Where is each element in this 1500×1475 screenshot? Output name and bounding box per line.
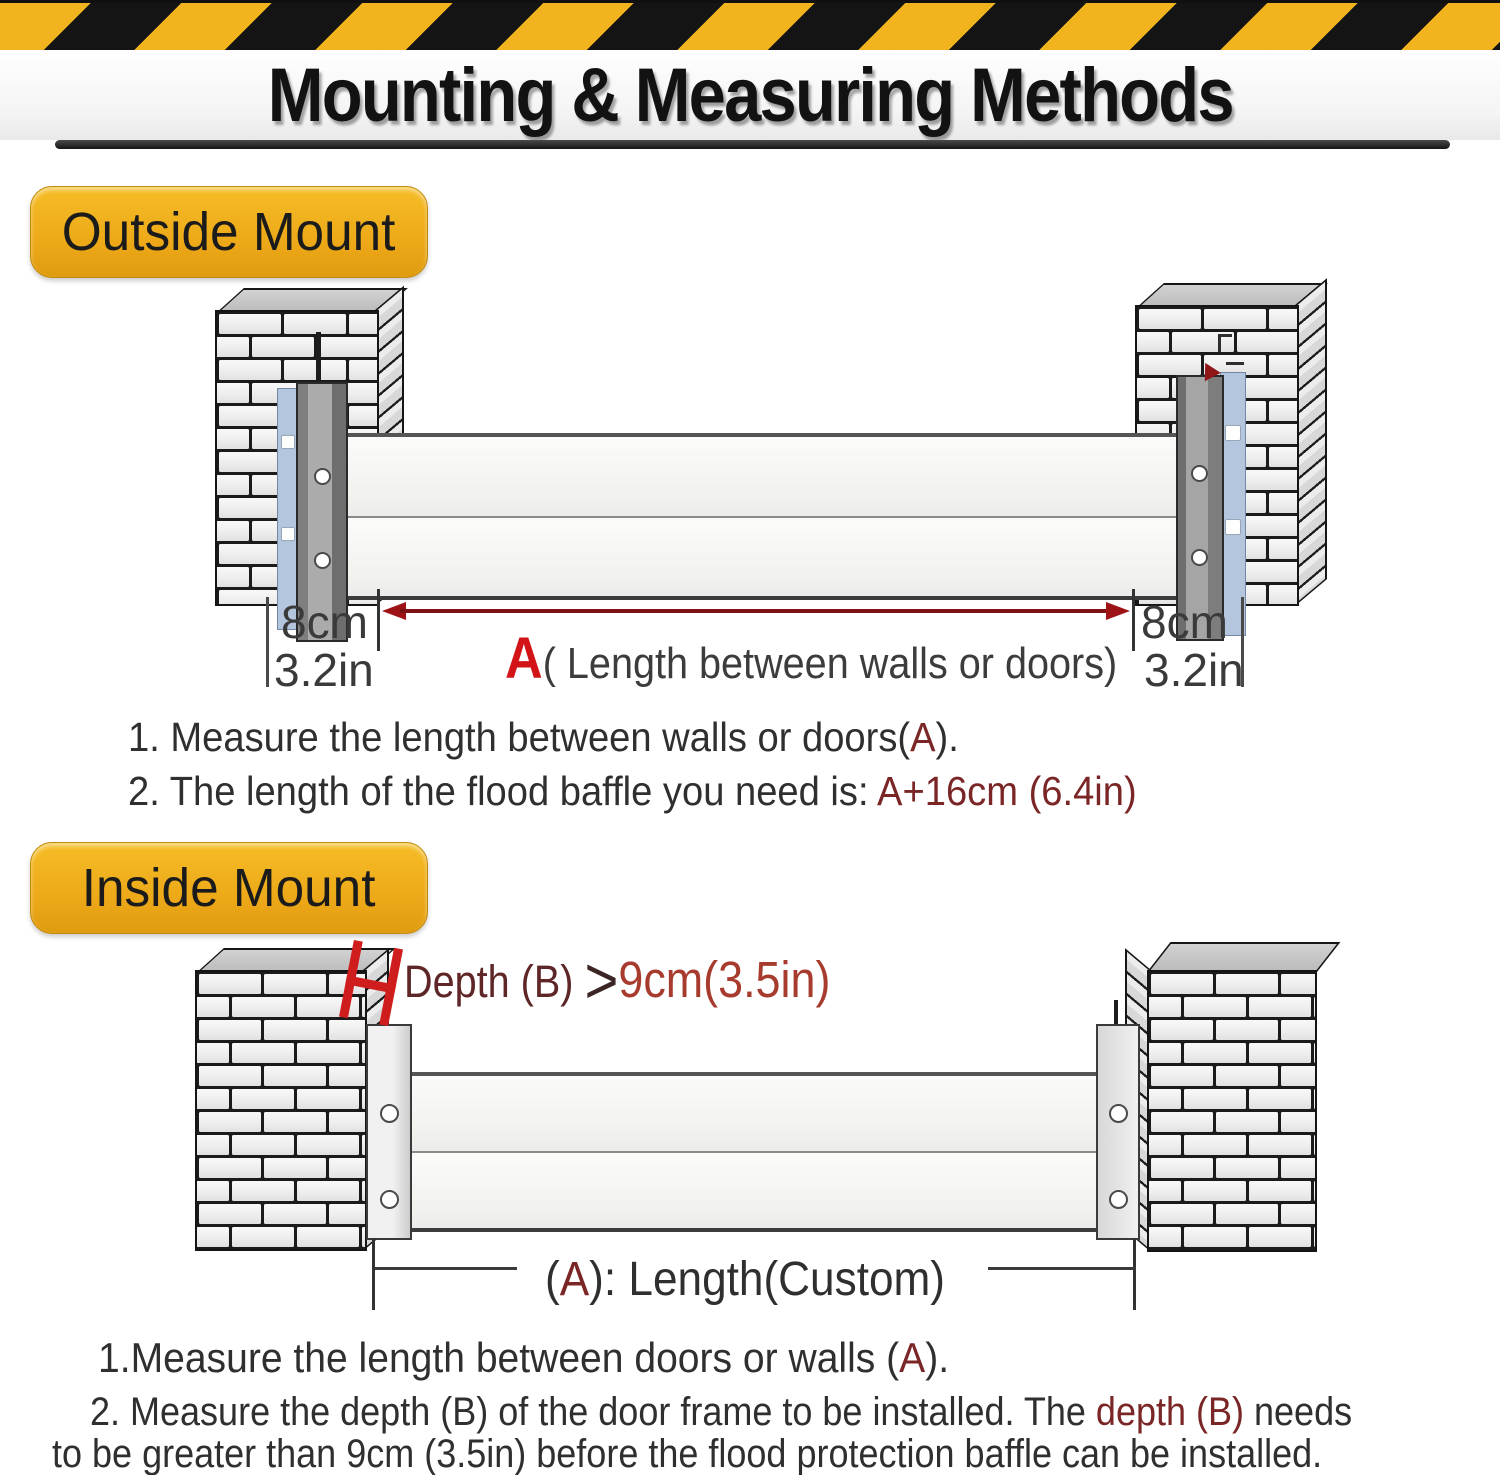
step-text: 1.Measure the length between doors or walls ( [98, 1334, 900, 1381]
inside-dim-line-left [372, 1238, 375, 1310]
offset-right-cm: 8cm [1141, 596, 1228, 648]
length-text: ): Length(Custom) [589, 1253, 946, 1306]
outside-step-2 [128, 768, 1137, 815]
left-seal-strip [277, 388, 298, 630]
inside-dim-segment-left [375, 1267, 517, 1270]
right-pillar-side [1295, 278, 1327, 606]
brick-joint-mark [1226, 362, 1244, 365]
inside-step-2-line1 [90, 1390, 1352, 1435]
step-text: 2. Measure the depth (B) of the door frame to be installed. The [90, 1390, 1096, 1434]
step-text: ). [925, 1334, 950, 1381]
depth-annotation [404, 942, 830, 1018]
strip-hole [1225, 425, 1241, 441]
bracket-hole [1109, 1104, 1128, 1123]
length-a-letter: A [559, 1253, 590, 1306]
step-highlight: A [899, 1334, 926, 1381]
barrier-panel-bottom [295, 518, 1200, 601]
inside-dim-segment-right [988, 1267, 1136, 1270]
step-text: needs [1243, 1390, 1353, 1434]
inside-length-label [520, 1252, 971, 1307]
span-dimension-arrow [382, 602, 1130, 620]
page-title: Mounting & Measuring Methods [267, 52, 1233, 138]
span-a-label [505, 625, 1117, 692]
span-a-text: ( Length between walls or doors) [542, 639, 1118, 688]
inside-flood-barrier-panels [408, 1072, 1102, 1232]
bracket-hole [1109, 1190, 1128, 1209]
step-text: to be greater than 9cm (3.5in) before the flood protection baffle can be installed. [52, 1432, 1323, 1475]
step-text: 1. Measure the length between walls or doors( [128, 714, 911, 760]
brick-joint-mark [1218, 334, 1232, 337]
depth-value: 9cm(3.5in) [618, 951, 831, 1008]
inside-dim-line-right [1133, 1238, 1136, 1310]
bracket-hole [314, 552, 331, 569]
bracket-hole [380, 1104, 399, 1123]
strip-hole [281, 527, 295, 541]
arrow-shaft [400, 609, 1112, 613]
step-text: ). [935, 714, 959, 760]
left-bracket-pin [316, 332, 321, 386]
offset-left-in: 3.2in [274, 644, 374, 696]
span-a-letter: A [505, 626, 543, 691]
inside-step-1 [98, 1334, 949, 1382]
inside-step-2-line2 [52, 1432, 1322, 1475]
step-highlight: A [910, 714, 936, 760]
flood-barrier-panels [295, 433, 1200, 600]
barrier-panel-bottom [408, 1153, 1102, 1232]
inside-right-pillar-brick-wall [1147, 970, 1317, 1252]
strip-hole [281, 435, 295, 449]
arrow-right-icon [1106, 602, 1130, 620]
barrier-panel-top [408, 1072, 1102, 1153]
outside-mount-label-text: Outside Mount [62, 202, 396, 262]
outside-mount-label [30, 186, 428, 278]
bracket-hole [380, 1190, 399, 1209]
outside-step-1 [128, 714, 959, 761]
step-highlight: A+16cm (6.4in) [877, 768, 1137, 814]
dim-tick-right-inner [1132, 589, 1135, 651]
offset-right-in: 3.2in [1144, 644, 1244, 696]
step-highlight: depth (B) [1095, 1390, 1244, 1434]
title-underline [55, 140, 1450, 149]
bracket-hole [314, 468, 331, 485]
bracket-hole [1191, 549, 1208, 566]
inside-left-bracket [366, 1024, 412, 1240]
inside-mount-label-text: Inside Mount [82, 858, 376, 918]
barrier-panel-top [295, 433, 1200, 518]
dim-tick-left-inner [377, 589, 380, 651]
step-text: 2. The length of the flood baffle you need is: [128, 768, 878, 814]
offset-left-cm: 8cm [281, 596, 368, 648]
greater-than-sign: > [584, 943, 619, 1017]
strip-hole [1225, 519, 1241, 535]
caution-tape-stripe [0, 0, 1500, 53]
length-text: ( [544, 1253, 560, 1306]
depth-label: Depth (B) [404, 956, 585, 1007]
inside-right-bracket [1096, 1024, 1140, 1240]
inside-mount-label [30, 842, 428, 934]
dim-line-left-outer [266, 597, 269, 687]
bracket-hole [1191, 465, 1208, 482]
title-band [0, 50, 1500, 140]
inside-right-pillar-cap [1147, 942, 1340, 972]
